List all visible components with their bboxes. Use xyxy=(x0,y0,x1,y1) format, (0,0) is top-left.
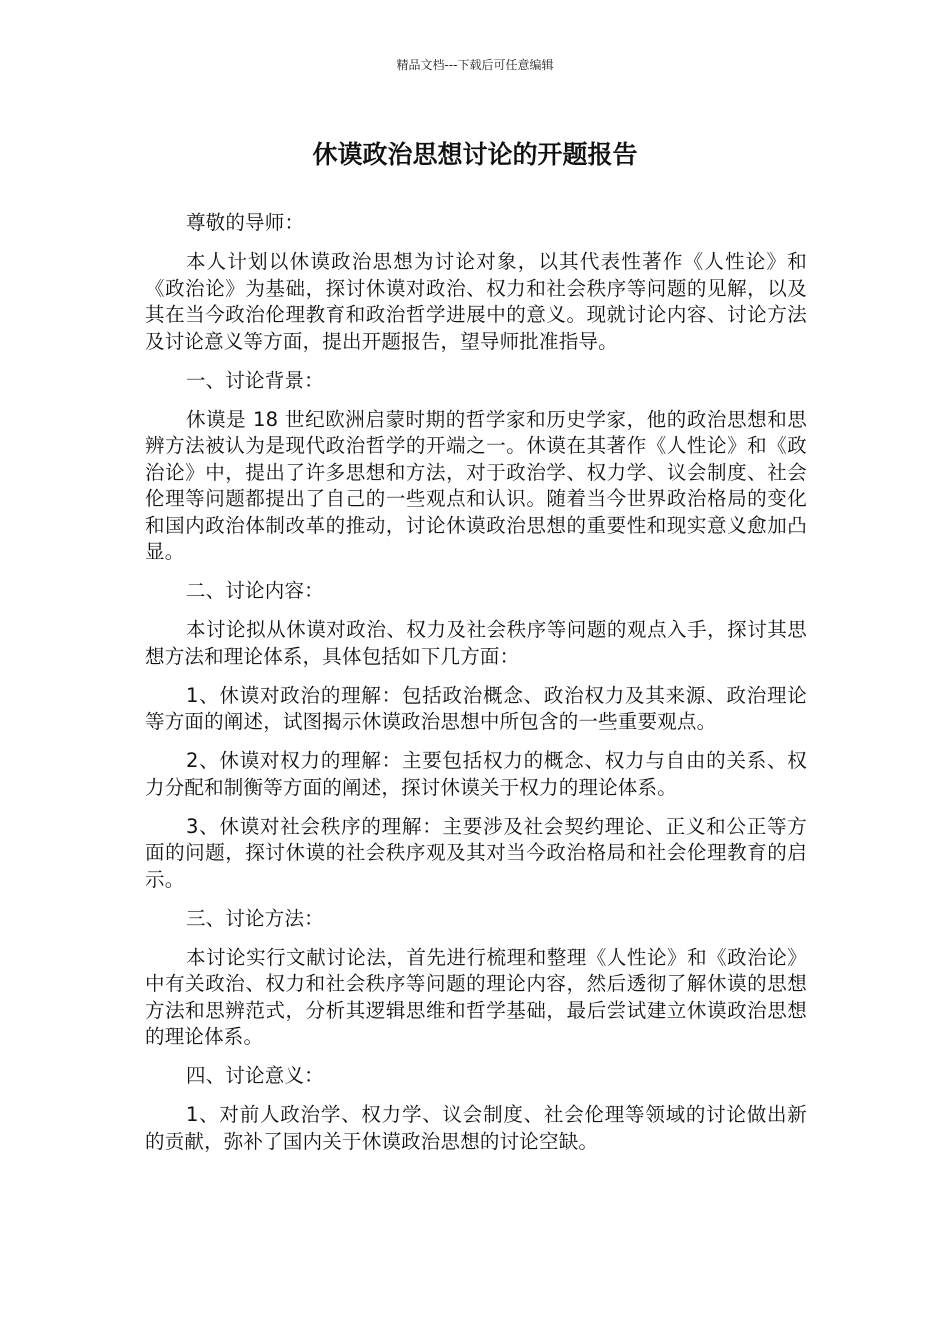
section-heading-significance: 四、讨论意义： xyxy=(185,1064,324,1087)
content-item-3: 3、休谟对社会秩序的理解：主要涉及社会契约理论、正义和公正等方面的问题，探讨休谟的社会秩序观及其对当今政治格局和社会伦理教育的启示。 xyxy=(145,814,807,891)
significance-item-1: 1、对前人政治学、权力学、议会制度、社会伦理等领域的讨论做出新的贡献，弥补了国内关于休谟政治思想的讨论空缺。 xyxy=(145,1103,807,1153)
content-item-2: 2、休谟对权力的理解：主要包括权力的概念、权力与自由的关系、权力分配和制衡等方面的阐述，探讨休谟关于权力的理论体系。 xyxy=(145,749,807,799)
document-title: 休谟政治思想讨论的开题报告 xyxy=(312,140,638,169)
section-heading-background: 一、讨论背景： xyxy=(185,368,324,392)
document-body xyxy=(145,210,807,1168)
content-paragraph: 本讨论拟从休谟对政治、权力及社会秩序等问题的观点入手，探讨其思想方法和理论体系，具体包括如下几方面： xyxy=(145,618,807,668)
section-heading-method: 三、讨论方法： xyxy=(185,906,324,930)
method-paragraph: 本讨论实行文献讨论法，首先进行梳理和整理《人性论》和《政治论》中有关政治、权力和社会秩序等问题的理论内容，然后透彻了解休谟的思想方法和思辨范式，分析其逻辑思维和哲学基础，最后尝试建立休谟政治思想的理论体系。 xyxy=(145,945,807,1048)
salutation: 尊敬的导师： xyxy=(185,211,305,234)
content-item-1: 1、休谟对政治的理解：包括政治概念、政治权力及其来源、政治理论等方面的阐述，试图揭示休谟政治思想中所包含的一些重要观点。 xyxy=(145,683,807,733)
section-heading-content: 二、讨论内容： xyxy=(185,579,324,602)
intro-paragraph: 本人计划以休谟政治思想为讨论对象，以其代表性著作《人性论》和《政治论》为基础，探讨休谟对政治、权力和社会秩序等问题的见解，以及其在当今政治伦理教育和政治哲学进展中的意义。现就讨论内容、讨论方法及讨论意义等方面，提出开题报告，望导师批准指导。 xyxy=(145,250,807,353)
header-note: 精品文档---下载后可任意编辑 xyxy=(396,58,554,72)
background-paragraph: 休谟是 18 世纪欧洲启蒙时期的哲学家和历史学家，他的政治思想和思辨方法被认为是现代政治哲学的开端之一。休谟在其著作《人性论》和《政治论》中，提出了许多思想和方法，对于政治学、权力学、议会制度、社会伦理等问题都提出了自己的一些观点和认识。随着当今世界政治格局的变化和国内政治体制改革的推动，讨论休谟政治思想的重要性和现实意义愈加凸显。 xyxy=(145,407,807,563)
